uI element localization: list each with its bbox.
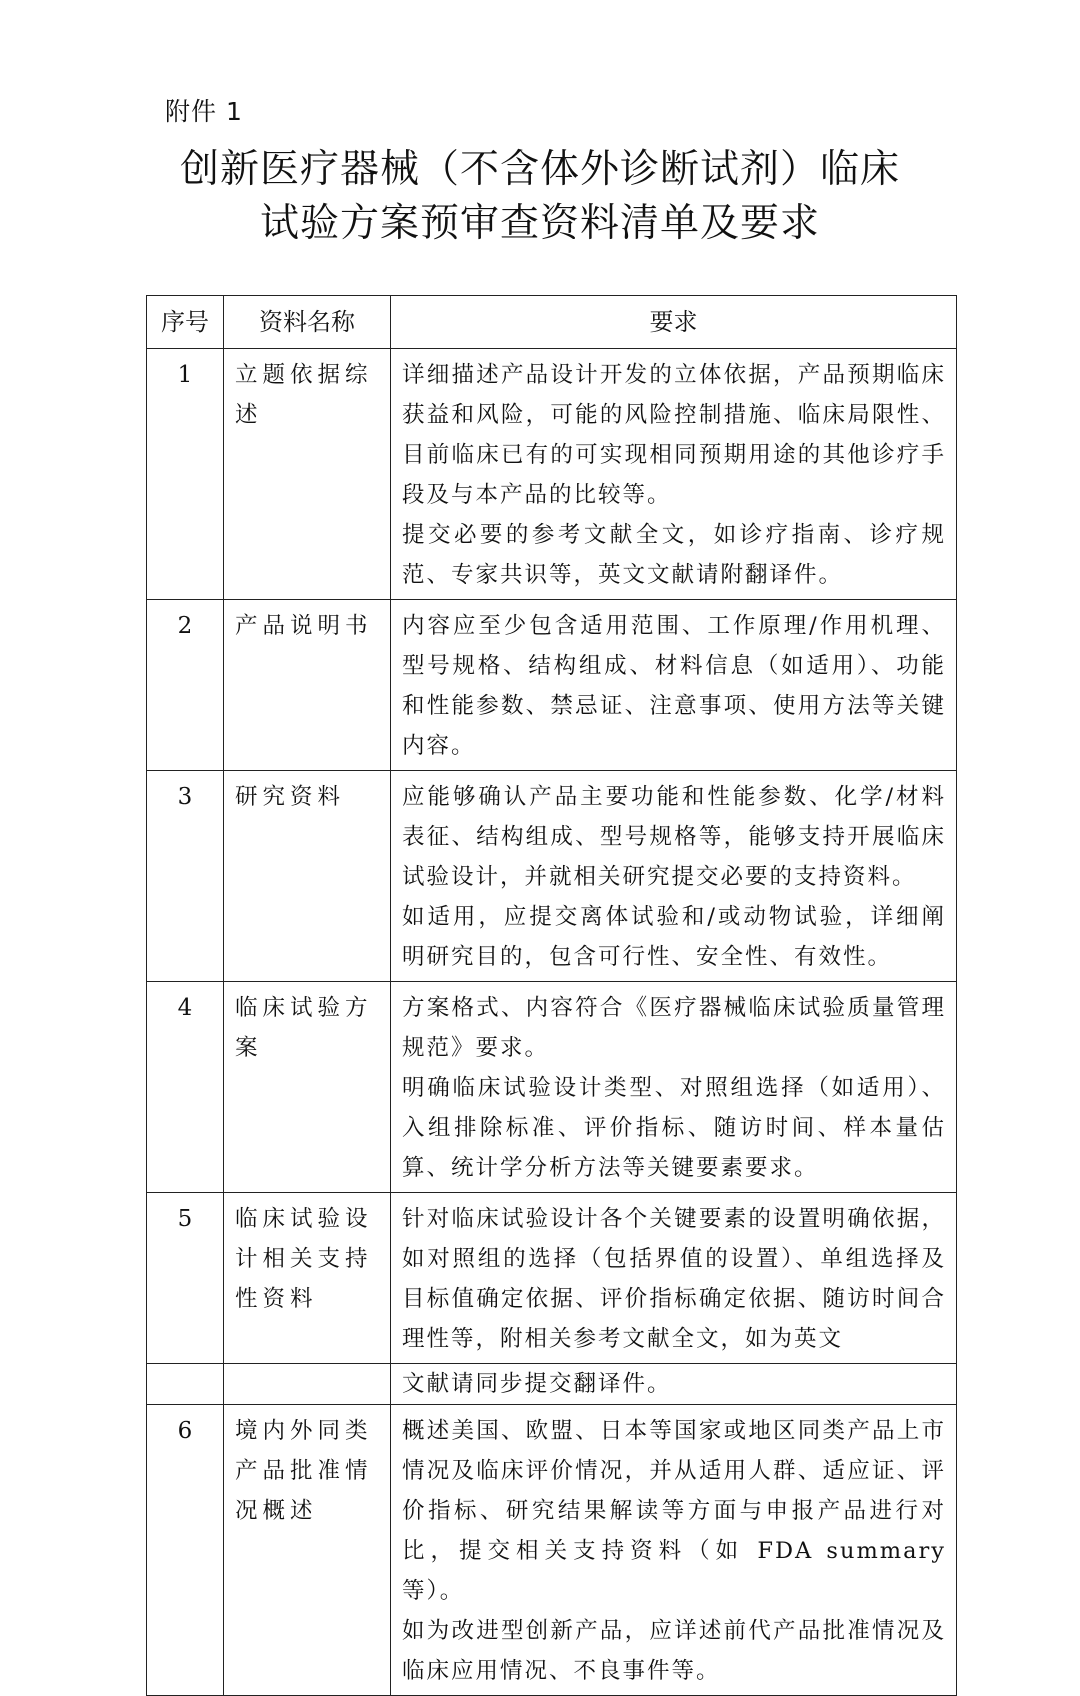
row-requirement — [391, 349, 957, 600]
table-row — [147, 982, 957, 1193]
document-title-line-1: 创新医疗器械（不含体外诊断试剂）临床 — [179, 147, 900, 192]
requirement-paragraph: 概述美国、欧盟、日本等国家或地区同类产品上市情况及临床评价情况，并从适用人群、适应证、评价指标、研究结果解读等方面与申报产品进行对比，提交相关支持资料（如 FDA summary 等）。 — [402, 1418, 946, 1604]
requirement-paragraph: 如适用，应提交离体试验和/或动物试验，详细阐明研究目的，包含可行性、安全性、有效性。 — [402, 904, 946, 970]
row-number: 2 — [147, 600, 224, 771]
row-requirement — [391, 1364, 957, 1405]
row-requirement — [391, 771, 957, 982]
row-number: 5 — [147, 1193, 224, 1364]
row-number: 3 — [147, 771, 224, 982]
requirement-paragraph: 明确临床试验设计类型、对照组选择（如适用）、入组排除标准、评价指标、随访时间、样本量估算、统计学分析方法等关键要素要求。 — [402, 1075, 946, 1181]
table-row — [147, 349, 957, 600]
table-row — [147, 771, 957, 982]
header-document-name: 资料名称 — [224, 296, 391, 349]
requirement-paragraph: 内容应至少包含适用范围、工作原理/作用机理、型号规格、结构组成、材料信息（如适用）、功能和性能参数、禁忌证、注意事项、使用方法等关键内容。 — [402, 613, 946, 759]
requirement-paragraph: 详细描述产品设计开发的立体依据，产品预期临床获益和风险，可能的风险控制措施、临床局限性、目前临床已有的可实现相同预期用途的其他诊疗手段及与本产品的比较等。 — [402, 362, 946, 508]
row-document-name: 临床试验方案 — [224, 982, 391, 1193]
row-number: 1 — [147, 349, 224, 600]
table-row — [147, 600, 957, 771]
requirement-paragraph: 针对临床试验设计各个关键要素的设置明确依据，如对照组的选择（包括界值的设置）、单组选择及目标值确定依据、评价指标确定依据、随访时间合理性等，附相关参考文献全文，如为英文 — [402, 1206, 946, 1352]
header-serial-no: 序号 — [147, 296, 224, 349]
requirement-paragraph: 如为改进型创新产品，应详述前代产品批准情况及临床应用情况、不良事件等。 — [402, 1618, 946, 1684]
row-document-name: 临床试验设计相关支持性资料 — [224, 1193, 391, 1364]
header-requirement: 要求 — [391, 296, 957, 349]
row-document-name: 产品说明书 — [224, 600, 391, 771]
requirements-table — [146, 295, 957, 1696]
row-requirement — [391, 1405, 957, 1696]
row-number: 4 — [147, 982, 224, 1193]
row-document-name — [224, 1364, 391, 1405]
requirement-paragraph: 方案格式、内容符合《医疗器械临床试验质量管理规范》要求。 — [402, 995, 946, 1061]
requirement-paragraph: 文献请同步提交翻译件。 — [402, 1371, 672, 1397]
table-row — [147, 1193, 957, 1364]
row-document-name: 研究资料 — [224, 771, 391, 982]
row-document-name: 境内外同类产品批准情况概述 — [224, 1405, 391, 1696]
row-document-name: 立题依据综述 — [224, 349, 391, 600]
requirement-paragraph: 应能够确认产品主要功能和性能参数、化学/材料表征、结构组成、型号规格等，能够支持开展临床试验设计，并就相关研究提交必要的支持资料。 — [402, 784, 946, 890]
row-number — [147, 1364, 224, 1405]
table-header-row — [147, 296, 957, 349]
row-number: 6 — [147, 1405, 224, 1696]
table-row — [147, 1364, 957, 1405]
document-title-line-2: 试验方案预审查资料清单及要求 — [259, 201, 820, 246]
row-requirement — [391, 982, 957, 1193]
requirement-paragraph: 提交必要的参考文献全文，如诊疗指南、诊疗规范、专家共识等，英文文献请附翻译件。 — [402, 522, 946, 588]
table-row — [147, 1405, 957, 1696]
row-requirement — [391, 600, 957, 771]
row-requirement — [391, 1193, 957, 1364]
attachment-label: 附件 1 — [165, 97, 243, 126]
